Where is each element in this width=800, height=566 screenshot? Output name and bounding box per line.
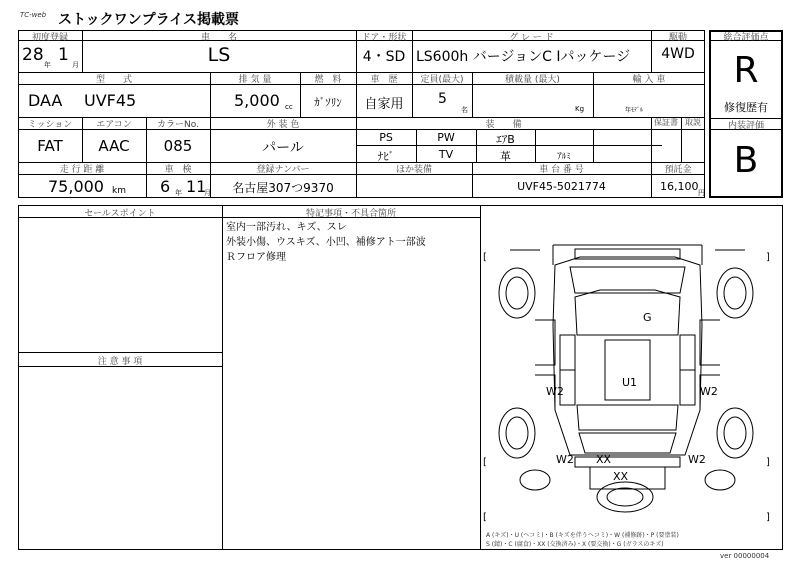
vehicle-history: 自家用 xyxy=(364,97,404,112)
car-name: LS xyxy=(207,44,231,66)
load-unit: Kg xyxy=(575,105,585,113)
version-label: ver 00000004 xyxy=(720,552,770,560)
transmission: FAT xyxy=(37,137,63,155)
damage-mark-xx-bottom: XX xyxy=(613,470,629,483)
inspection-month-unit: 月 xyxy=(204,189,211,197)
header-mileage: 走 行 距 離 xyxy=(59,165,105,175)
door-shape: 4・SD xyxy=(362,49,406,65)
header-model: 型 式 xyxy=(95,75,132,85)
special-note-line: Ｒフロア修理 xyxy=(226,252,286,263)
first-reg-month-unit: 月 xyxy=(72,61,79,69)
header-exterior-color: 外 装 色 xyxy=(266,120,300,130)
equip-navi: ﾅﾋﾞ xyxy=(377,150,395,163)
equip-ps: PS xyxy=(379,131,393,144)
header-door-shape: ドア・形状 xyxy=(361,33,407,43)
aircon: AAC xyxy=(98,137,130,155)
damage-mark-w2-left: W2 xyxy=(546,385,564,398)
equip-airbag: ｴｱB xyxy=(496,133,515,146)
bracket-mark: ] xyxy=(766,252,770,263)
header-equipment: 装 備 xyxy=(485,120,522,130)
header-car-name: 車 名 xyxy=(200,33,237,43)
legend-line: A (キズ)・U (ヘコミ)・B (キズを伴うヘコミ)・W (補修跡)・P (要塗装) xyxy=(486,532,679,539)
header-grade: グ レ ー ド xyxy=(509,33,554,43)
header-first-registration: 初度登録 xyxy=(31,33,68,43)
header-capacity: 定員(最大) xyxy=(420,75,464,85)
mileage-unit: km xyxy=(112,186,126,196)
sales-point-heading: セールスポイント xyxy=(84,209,156,219)
company-logo: TC-web xyxy=(20,11,47,19)
damage-mark-xx-center: XX xyxy=(596,453,612,466)
model-prefix: DAA xyxy=(28,91,63,110)
special-notes-heading: 特記事項・不具合箇所 xyxy=(305,209,396,219)
car-condition-diagram xyxy=(480,205,783,550)
bracket-mark: ] xyxy=(766,512,770,523)
header-deposit: 預託金 xyxy=(664,165,692,175)
sheet-title: ストックワンプライス掲載票 xyxy=(58,12,240,28)
mileage: 75,000 xyxy=(48,177,104,196)
notes-heading: 注 意 事 項 xyxy=(97,357,143,367)
bracket-mark: [ xyxy=(483,512,487,523)
chassis-number: UVF45-5021774 xyxy=(517,180,606,193)
damage-mark-g: G xyxy=(643,311,652,324)
bracket-mark: [ xyxy=(483,252,487,263)
inspection-year-unit: 年 xyxy=(175,189,182,197)
header-chassis-no: 車 台 番 号 xyxy=(539,165,584,175)
capacity: 5 xyxy=(438,91,447,107)
header-plate: 登録ナンバー xyxy=(256,165,310,175)
first-reg-year-unit: 年 xyxy=(44,61,51,69)
bracket-mark: [ xyxy=(483,457,487,468)
damage-mark-w2-bottom-right: W2 xyxy=(688,453,706,466)
header-warranty: 保証書 xyxy=(654,118,678,127)
inspection-month: 11 xyxy=(186,177,207,196)
header-load: 積載量 (最大) xyxy=(505,75,560,85)
header-drive: 駆動 xyxy=(668,33,687,43)
capacity-unit: 名 xyxy=(461,106,468,114)
repair-history-note: 修復歴有 xyxy=(724,101,768,114)
special-note-line: 外装小傷、ウスキズ、小凹、補修アト一部波 xyxy=(226,237,426,248)
header-interior-grade: 内装評価 xyxy=(727,121,764,131)
displacement-unit: cc xyxy=(285,103,293,111)
equip-pw: PW xyxy=(437,131,455,144)
header-import: 輸 入 車 xyxy=(632,75,666,85)
header-manual: 取説 xyxy=(685,118,701,127)
damage-mark-w2-bottom-left: W2 xyxy=(556,453,574,466)
header-aircon: エアコン xyxy=(96,120,132,130)
legend-line: S (錆)・C (腐食)・XX (交換済み)・X (要交換)・G (ガラスのキズ) xyxy=(486,541,664,548)
deposit: 16,100 xyxy=(660,180,699,193)
color-no: 085 xyxy=(163,137,193,155)
first-reg-month: 1 xyxy=(58,45,69,65)
import-model-year: 年ﾓﾃﾞﾙ xyxy=(625,107,644,114)
deposit-unit: 円 xyxy=(698,189,705,197)
header-displacement: 排 気 量 xyxy=(238,75,272,85)
fuel-type: ｶﾞｿﾘﾝ xyxy=(314,96,342,109)
special-note-line: 室内一部汚れ、キズ、スレ xyxy=(226,222,347,233)
damage-mark-u1: U1 xyxy=(622,376,638,389)
header-inspection: 車 検 xyxy=(164,165,192,175)
displacement: 5,000 xyxy=(234,91,280,110)
exterior-color: パール xyxy=(262,140,304,156)
header-vehicle-history: 車 歴 xyxy=(370,75,398,85)
header-color-no: カラーNo. xyxy=(157,120,199,130)
drive-type: 4WD xyxy=(661,46,695,62)
total-grade: R xyxy=(733,50,759,91)
equip-leather: 革 xyxy=(500,150,511,163)
grade-name: LS600h バージョンC Iパッケージ xyxy=(416,49,631,65)
model-code: UVF45 xyxy=(84,91,137,110)
header-other-equipment: ほか装備 xyxy=(395,165,432,175)
interior-grade: B xyxy=(733,140,759,181)
license-plate: 名古屋307つ9370 xyxy=(232,181,334,195)
first-reg-year: 28 xyxy=(22,45,44,65)
equip-alloy-wheels: ｱﾙﾐ xyxy=(557,152,571,162)
header-transmission: ミッション xyxy=(27,120,73,130)
damage-mark-w2-right: W2 xyxy=(700,385,718,398)
bracket-mark: ] xyxy=(766,457,770,468)
header-fuel: 燃 料 xyxy=(314,75,342,85)
inspection-year: 6 xyxy=(160,177,171,196)
header-total-grade: 総合評価点 xyxy=(723,33,769,43)
equip-tv: TV xyxy=(438,148,454,161)
